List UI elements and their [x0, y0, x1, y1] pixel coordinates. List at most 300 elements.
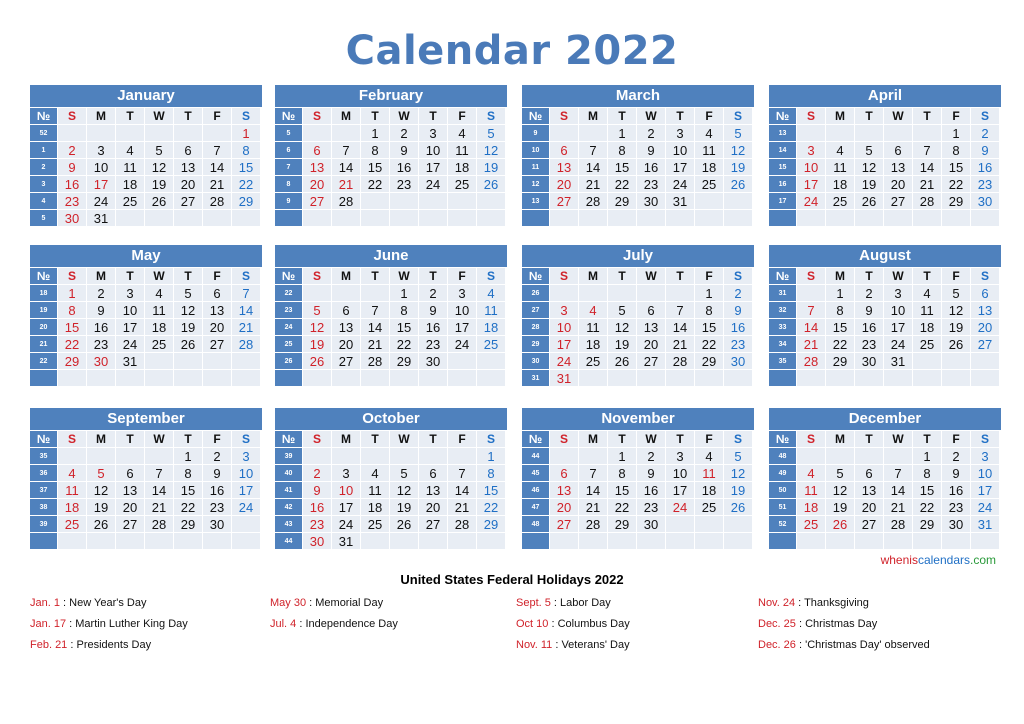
weekday-header: F — [448, 268, 477, 285]
day-cell: 2 — [203, 448, 232, 465]
weekday-header: M — [826, 108, 855, 125]
day-cell: 27 — [971, 336, 1000, 353]
day-cell: 4 — [913, 285, 942, 302]
day-cell: 30 — [303, 533, 332, 550]
empty-cell — [608, 533, 637, 550]
day-cell: 31 — [87, 210, 116, 227]
empty-cell — [232, 353, 261, 370]
day-cell: 8 — [390, 302, 419, 319]
empty-cell — [913, 533, 942, 550]
empty-cell — [332, 285, 361, 302]
empty-cell — [913, 353, 942, 370]
day-cell: 28 — [913, 193, 942, 210]
day-cell: 29 — [608, 516, 637, 533]
empty-cell — [666, 285, 695, 302]
month-september — [30, 408, 262, 550]
day-cell: 18 — [145, 319, 174, 336]
weekday-header: F — [695, 268, 724, 285]
month-header: September — [30, 408, 262, 430]
empty-cell — [637, 370, 666, 387]
weekday-header: W — [145, 108, 174, 125]
day-cell: 24 — [116, 336, 145, 353]
week-number: 13 — [522, 193, 550, 210]
weekday-header: M — [579, 431, 608, 448]
weekday-header: T — [361, 108, 390, 125]
day-cell: 30 — [203, 516, 232, 533]
empty-cell — [608, 370, 637, 387]
weekday-header: W — [390, 268, 419, 285]
empty-cell — [724, 193, 753, 210]
week-number: 39 — [275, 448, 303, 465]
day-cell: 8 — [942, 142, 971, 159]
day-cell: 23 — [637, 176, 666, 193]
day-cell: 9 — [87, 302, 116, 319]
day-cell: 13 — [116, 482, 145, 499]
empty-cell — [145, 125, 174, 142]
empty-cell — [203, 370, 232, 387]
empty-cell — [666, 533, 695, 550]
day-cell: 23 — [58, 193, 87, 210]
weekday-header: F — [695, 108, 724, 125]
weekday-header: F — [942, 108, 971, 125]
day-cell: 13 — [550, 159, 579, 176]
month-march — [522, 85, 754, 227]
week-number: 8 — [275, 176, 303, 193]
day-cell: 28 — [145, 516, 174, 533]
day-cell: 2 — [971, 125, 1000, 142]
empty-cell — [58, 448, 87, 465]
week-number: 22 — [30, 353, 58, 370]
day-cell: 25 — [145, 336, 174, 353]
website-link[interactable]: wheniscalendars.com — [880, 553, 996, 567]
week-number: 36 — [30, 465, 58, 482]
weekday-header: M — [332, 431, 361, 448]
weekday-header: W — [884, 431, 913, 448]
week-number: 44 — [522, 448, 550, 465]
day-cell: 17 — [448, 319, 477, 336]
empty-cell — [174, 125, 203, 142]
day-cell: 17 — [971, 482, 1000, 499]
empty-cell — [695, 533, 724, 550]
day-cell: 29 — [232, 193, 261, 210]
day-cell: 19 — [826, 499, 855, 516]
day-cell: 26 — [724, 176, 753, 193]
holiday-item: Nov. 11 : Veterans' Day — [516, 639, 630, 651]
day-cell: 8 — [826, 302, 855, 319]
day-cell: 8 — [361, 142, 390, 159]
day-cell: 12 — [826, 482, 855, 499]
month-header: May — [30, 245, 262, 267]
holiday-item: Sept. 5 : Labor Day — [516, 597, 611, 609]
weekday-header: T — [855, 431, 884, 448]
day-cell: 29 — [942, 193, 971, 210]
day-cell: 25 — [695, 176, 724, 193]
day-cell: 31 — [332, 533, 361, 550]
day-cell: 29 — [58, 353, 87, 370]
day-cell: 3 — [448, 285, 477, 302]
empty-cell — [579, 448, 608, 465]
empty-cell — [579, 533, 608, 550]
day-cell: 24 — [550, 353, 579, 370]
weekday-header: M — [579, 108, 608, 125]
day-cell: 19 — [724, 482, 753, 499]
month-grid — [769, 108, 1001, 227]
day-cell: 4 — [58, 465, 87, 482]
day-cell: 11 — [913, 302, 942, 319]
day-cell: 15 — [913, 482, 942, 499]
day-cell: 3 — [666, 448, 695, 465]
day-cell: 1 — [826, 285, 855, 302]
week-number: 6 — [275, 142, 303, 159]
day-cell: 1 — [58, 285, 87, 302]
day-cell: 22 — [608, 176, 637, 193]
day-cell: 26 — [608, 353, 637, 370]
month-header: August — [769, 245, 1001, 267]
day-cell: 28 — [797, 353, 826, 370]
day-cell: 23 — [855, 336, 884, 353]
day-cell: 21 — [579, 499, 608, 516]
holiday-name: Martin Luther King Day — [75, 618, 188, 630]
day-cell: 12 — [855, 159, 884, 176]
weekday-header: S — [303, 431, 332, 448]
day-cell: 12 — [477, 142, 506, 159]
month-june — [275, 245, 507, 387]
empty-cell — [448, 210, 477, 227]
week-number-header: № — [769, 268, 797, 285]
day-cell: 15 — [361, 159, 390, 176]
empty-cell — [637, 285, 666, 302]
empty-cell — [332, 125, 361, 142]
weekday-header: T — [361, 268, 390, 285]
empty-cell — [332, 210, 361, 227]
empty-cell — [232, 210, 261, 227]
weekday-header: T — [666, 431, 695, 448]
week-number-header: № — [275, 431, 303, 448]
day-cell: 10 — [971, 465, 1000, 482]
day-cell: 8 — [913, 465, 942, 482]
day-cell: 26 — [826, 516, 855, 533]
day-cell: 12 — [942, 302, 971, 319]
day-cell: 13 — [884, 159, 913, 176]
empty-cell — [87, 125, 116, 142]
day-cell: 9 — [637, 465, 666, 482]
empty-cell — [579, 285, 608, 302]
day-cell: 6 — [116, 465, 145, 482]
day-cell: 20 — [419, 499, 448, 516]
day-cell: 21 — [913, 176, 942, 193]
week-number: 49 — [769, 465, 797, 482]
empty-cell — [390, 533, 419, 550]
week-number: 5 — [275, 125, 303, 142]
empty-cell — [145, 448, 174, 465]
day-cell: 18 — [797, 499, 826, 516]
weekday-header: W — [145, 268, 174, 285]
empty-cell — [419, 370, 448, 387]
day-cell: 18 — [477, 319, 506, 336]
day-cell: 1 — [361, 125, 390, 142]
day-cell: 3 — [550, 302, 579, 319]
week-number: 41 — [275, 482, 303, 499]
week-number: 1 — [30, 142, 58, 159]
month-grid — [275, 108, 507, 227]
day-cell: 27 — [174, 193, 203, 210]
empty-cell — [695, 516, 724, 533]
weekday-header: T — [608, 108, 637, 125]
holiday-name: 'Christmas Day' observed — [805, 639, 930, 651]
day-cell: 4 — [695, 448, 724, 465]
empty-cell — [477, 353, 506, 370]
day-cell: 3 — [232, 448, 261, 465]
empty-cell — [666, 370, 695, 387]
day-cell: 14 — [361, 319, 390, 336]
weekday-header: S — [971, 108, 1000, 125]
day-cell: 3 — [884, 285, 913, 302]
empty-cell — [58, 125, 87, 142]
day-cell: 20 — [174, 176, 203, 193]
day-cell: 13 — [303, 159, 332, 176]
day-cell: 3 — [971, 448, 1000, 465]
month-grid — [522, 431, 754, 550]
day-cell: 25 — [116, 193, 145, 210]
day-cell: 12 — [87, 482, 116, 499]
day-cell: 30 — [724, 353, 753, 370]
day-cell: 29 — [695, 353, 724, 370]
day-cell: 11 — [695, 142, 724, 159]
empty-cell — [971, 210, 1000, 227]
day-cell: 7 — [797, 302, 826, 319]
empty-cell — [174, 370, 203, 387]
weekday-header: S — [971, 431, 1000, 448]
day-cell: 11 — [579, 319, 608, 336]
day-cell: 25 — [448, 176, 477, 193]
empty-cell — [174, 353, 203, 370]
empty-cell — [448, 353, 477, 370]
day-cell: 21 — [361, 336, 390, 353]
week-number: 43 — [275, 516, 303, 533]
day-cell: 9 — [637, 142, 666, 159]
day-cell: 30 — [942, 516, 971, 533]
week-number: 32 — [769, 302, 797, 319]
day-cell: 16 — [87, 319, 116, 336]
week-number — [769, 210, 797, 227]
day-cell: 16 — [724, 319, 753, 336]
day-cell: 5 — [855, 142, 884, 159]
day-cell: 10 — [332, 482, 361, 499]
day-cell: 28 — [448, 516, 477, 533]
month-april — [769, 85, 1001, 227]
weekday-header: S — [797, 268, 826, 285]
day-cell: 20 — [303, 176, 332, 193]
day-cell: 27 — [855, 516, 884, 533]
day-cell: 30 — [58, 210, 87, 227]
day-cell: 18 — [579, 336, 608, 353]
day-cell: 6 — [637, 302, 666, 319]
weekday-header: T — [174, 268, 203, 285]
day-cell: 17 — [797, 176, 826, 193]
day-cell: 21 — [232, 319, 261, 336]
day-cell: 20 — [550, 176, 579, 193]
week-number: 25 — [275, 336, 303, 353]
day-cell: 18 — [695, 159, 724, 176]
holiday-item: Oct 10 : Columbus Day — [516, 618, 630, 630]
day-cell: 27 — [637, 353, 666, 370]
day-cell: 24 — [332, 516, 361, 533]
day-cell: 9 — [303, 482, 332, 499]
day-cell: 27 — [419, 516, 448, 533]
day-cell: 23 — [942, 499, 971, 516]
week-number: 35 — [769, 353, 797, 370]
week-number: 31 — [522, 370, 550, 387]
weekday-header: M — [332, 108, 361, 125]
day-cell: 8 — [58, 302, 87, 319]
empty-cell — [303, 370, 332, 387]
day-cell: 2 — [942, 448, 971, 465]
day-cell: 14 — [913, 159, 942, 176]
empty-cell — [942, 533, 971, 550]
week-number-header: № — [30, 108, 58, 125]
empty-cell — [695, 370, 724, 387]
week-number-header: № — [769, 431, 797, 448]
weekday-header: S — [724, 268, 753, 285]
day-cell: 4 — [145, 285, 174, 302]
week-number-header: № — [522, 108, 550, 125]
day-cell: 22 — [58, 336, 87, 353]
day-cell: 18 — [361, 499, 390, 516]
day-cell: 21 — [332, 176, 361, 193]
weekday-header: S — [232, 268, 261, 285]
day-cell: 15 — [477, 482, 506, 499]
month-grid — [30, 108, 262, 227]
month-grid — [769, 268, 1001, 387]
weekday-header: S — [303, 268, 332, 285]
empty-cell — [884, 370, 913, 387]
week-number: 9 — [275, 193, 303, 210]
day-cell: 19 — [855, 176, 884, 193]
day-cell: 2 — [724, 285, 753, 302]
week-number: 45 — [522, 465, 550, 482]
day-cell: 4 — [695, 125, 724, 142]
day-cell: 31 — [116, 353, 145, 370]
day-cell: 17 — [884, 319, 913, 336]
day-cell: 23 — [203, 499, 232, 516]
empty-cell — [116, 448, 145, 465]
holiday-item: Jan. 17 : Martin Luther King Day — [30, 618, 188, 630]
day-cell: 29 — [826, 353, 855, 370]
empty-cell — [797, 285, 826, 302]
day-cell: 13 — [203, 302, 232, 319]
holiday-date: Sept. 5 — [516, 597, 551, 609]
day-cell: 16 — [637, 482, 666, 499]
empty-cell — [87, 448, 116, 465]
weekday-header: S — [550, 431, 579, 448]
empty-cell — [448, 533, 477, 550]
day-cell: 5 — [303, 302, 332, 319]
day-cell: 19 — [477, 159, 506, 176]
day-cell: 2 — [855, 285, 884, 302]
day-cell: 15 — [174, 482, 203, 499]
holiday-item: Jul. 4 : Independence Day — [270, 618, 398, 630]
day-cell: 9 — [971, 142, 1000, 159]
week-number: 2 — [30, 159, 58, 176]
empty-cell — [550, 285, 579, 302]
month-may — [30, 245, 262, 387]
day-cell: 19 — [174, 319, 203, 336]
week-number: 16 — [769, 176, 797, 193]
day-cell: 24 — [666, 176, 695, 193]
day-cell: 1 — [608, 125, 637, 142]
weekday-header: T — [666, 108, 695, 125]
empty-cell — [724, 516, 753, 533]
day-cell: 25 — [361, 516, 390, 533]
week-number: 31 — [769, 285, 797, 302]
day-cell: 28 — [579, 516, 608, 533]
empty-cell — [666, 210, 695, 227]
day-cell: 27 — [116, 516, 145, 533]
week-number: 10 — [522, 142, 550, 159]
day-cell: 17 — [332, 499, 361, 516]
month-grid — [769, 431, 1001, 550]
weekday-header: W — [637, 268, 666, 285]
holiday-date: Jan. 17 — [30, 618, 67, 630]
day-cell: 24 — [232, 499, 261, 516]
day-cell: 22 — [695, 336, 724, 353]
day-cell: 14 — [797, 319, 826, 336]
day-cell: 8 — [608, 465, 637, 482]
day-cell: 4 — [826, 142, 855, 159]
week-number-header: № — [522, 431, 550, 448]
day-cell: 10 — [87, 159, 116, 176]
empty-cell — [637, 210, 666, 227]
week-number — [30, 533, 58, 550]
day-cell: 20 — [637, 336, 666, 353]
empty-cell — [695, 210, 724, 227]
day-cell: 26 — [390, 516, 419, 533]
holidays-title: United States Federal Holidays 2022 — [400, 572, 624, 587]
empty-cell — [145, 370, 174, 387]
day-cell: 6 — [971, 285, 1000, 302]
month-october — [275, 408, 507, 550]
empty-cell — [448, 370, 477, 387]
day-cell: 14 — [666, 319, 695, 336]
day-cell: 10 — [232, 465, 261, 482]
day-cell: 23 — [971, 176, 1000, 193]
month-july — [522, 245, 754, 387]
week-number: 21 — [30, 336, 58, 353]
day-cell: 2 — [58, 142, 87, 159]
day-cell: 11 — [58, 482, 87, 499]
empty-cell — [855, 370, 884, 387]
day-cell: 5 — [87, 465, 116, 482]
day-cell: 28 — [666, 353, 695, 370]
weekday-header: S — [724, 108, 753, 125]
empty-cell — [550, 210, 579, 227]
week-number: 4 — [30, 193, 58, 210]
day-cell: 24 — [666, 499, 695, 516]
day-cell: 25 — [913, 336, 942, 353]
empty-cell — [116, 125, 145, 142]
month-header: December — [769, 408, 1001, 430]
day-cell: 15 — [232, 159, 261, 176]
day-cell: 2 — [637, 125, 666, 142]
day-cell: 16 — [971, 159, 1000, 176]
empty-cell — [913, 125, 942, 142]
empty-cell — [419, 448, 448, 465]
day-cell: 27 — [303, 193, 332, 210]
weekday-header: M — [826, 268, 855, 285]
week-number: 30 — [522, 353, 550, 370]
day-cell: 18 — [913, 319, 942, 336]
empty-cell — [971, 370, 1000, 387]
